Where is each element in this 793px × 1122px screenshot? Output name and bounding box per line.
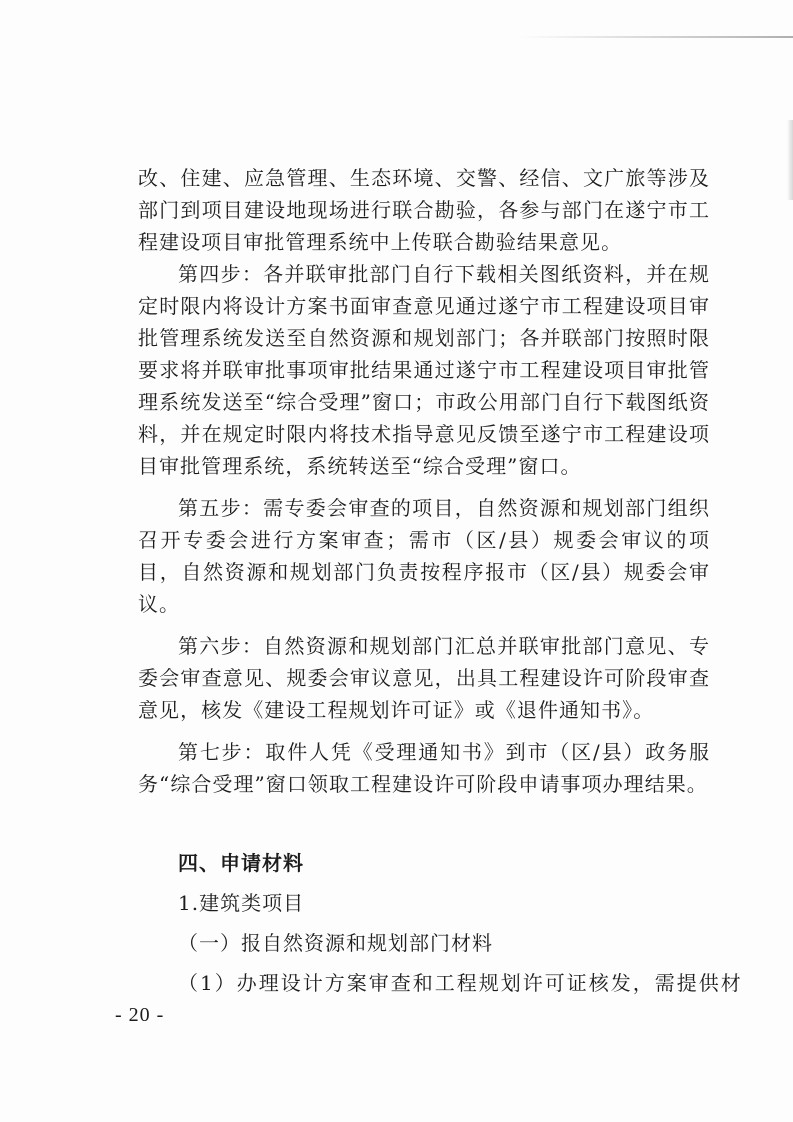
scan-edge-shadow-right xyxy=(787,120,793,200)
paragraph-step-7: 第七步：取件人凭《受理通知书》到市（区/县）政务服务“综合受理”窗口领取工程建设许可阶段申请事项办理结果。 xyxy=(138,740,710,796)
body-text xyxy=(138,162,710,800)
scan-edge-shadow xyxy=(520,36,793,38)
paragraph-step-6: 第六步：自然资源和规划部门汇总并联审批部门意见、专委会审查意见、规委会审议意见，出具工程建设许可阶段审查意见，核发《建设工程规划许可证》或《退件通知书》。 xyxy=(138,634,710,722)
item-building-projects: 1.建筑类项目 xyxy=(178,891,305,915)
page-number: - 20 - xyxy=(115,1004,165,1026)
paragraph-continuation: 改、住建、应急管理、生态环境、交警、经信、文广旅等涉及部门到项目建设地现场进行联合勘验，各参与部门在遂宁市工程建设项目审批管理系统中上传联合勘验结果意见。 xyxy=(138,166,710,254)
item-natural-resources-materials: （一）报自然资源和规划部门材料 xyxy=(178,931,493,955)
section-heading: 四、申请材料 xyxy=(178,851,304,875)
paragraph-step-5: 第五步：需专委会审查的项目，自然资源和规划部门组织召开专委会进行方案审查；需市（区/县）规委会审议的项目，自然资源和规划部门负责按程序报市（区/县）规委会审议。 xyxy=(138,496,710,616)
item-design-review-materials: （1）办理设计方案审查和工程规划许可证核发，需提供材 xyxy=(178,971,743,995)
paragraph-step-4: 第四步：各并联审批部门自行下载相关图纸资料，并在规定时限内将设计方案书面审查意见通过遂宁市工程建设项目审批管理系统发送至自然资源和规划部门；各并联部门按照时限要求将并联审批事项审批结果通过遂宁市工程建设项目审批管理系统发送至“综合受理”窗口；市政公用部门自行下载图纸资料，并在规定时限内将技术指导意见反馈至遂宁市工程建设项目审批管理系统，系统转送至“综合受理”窗口。 xyxy=(138,262,710,478)
